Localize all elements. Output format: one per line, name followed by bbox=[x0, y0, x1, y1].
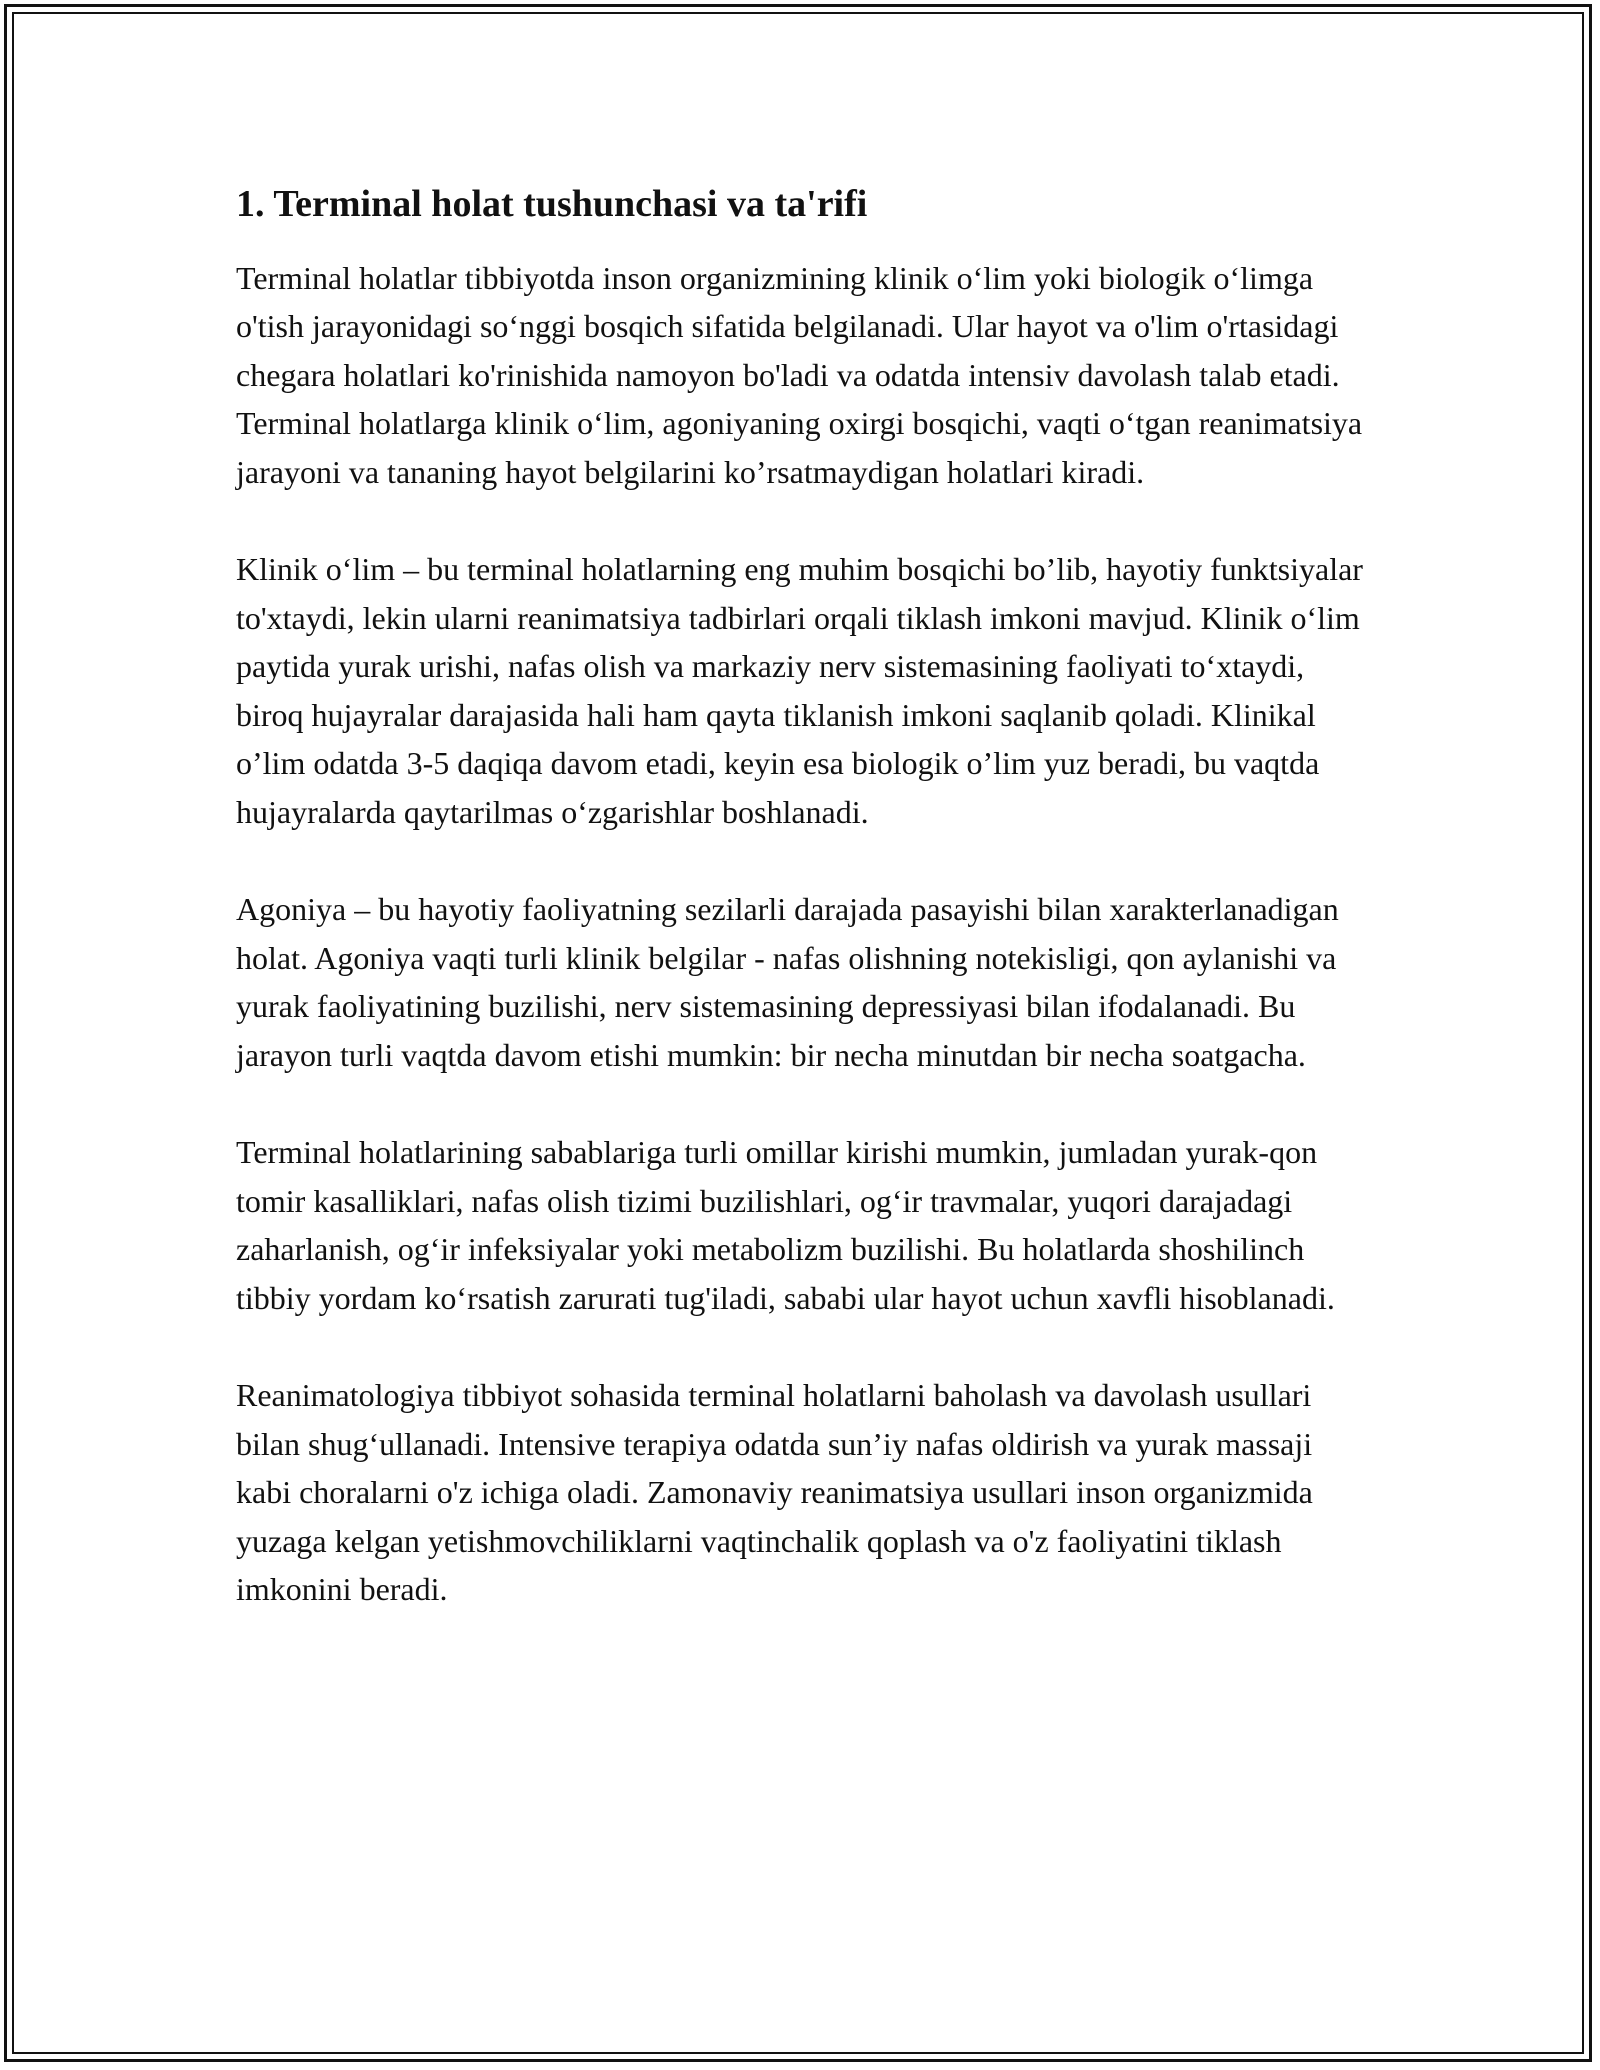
paragraph-causes: Terminal holatlarining sabablariga turli omillar kirishi mumkin, jumladan yurak-qon tomir kasalliklari, nafas olish tizimi buzilishlari, og‘ir travmalar, yuqori darajadagi zaharlanish, og‘ir infeksiyalar yoki metabolizm buzilishi. Bu holatlarda shoshilinch tibbiy yordam ko‘rsatish zarurati tug'iladi, sababi ular hayot uchun xavfli hisoblanadi. bbox=[236, 1134, 1335, 1316]
paragraph-terminal-states: Terminal holatlar tibbiyotda inson organizmining klinik o‘lim yoki biologik o‘limga o'tish jarayonidagi so‘nggi bosqich sifatida belgilanadi. Ular hayot va o'lim o'rtasidagi chegara holatlari ko'rinishida namoyon bo'ladi va odatda intensiv davolash talab etadi. Terminal holatlarga klinik o‘lim, agoniyaning oxirgi bosqichi, vaqti o‘tgan reanimatsiya jarayoni va tananing hayot belgilarini ko’rsatmaydigan holatlari kiradi. bbox=[236, 259, 1363, 490]
paragraph-clinical-death: Klinik o‘lim – bu terminal holatlarning eng muhim bosqichi bo’lib, hayotiy funktsiyalar to'xtaydi, lekin ularni reanimatsiya tadbirlari orqali tiklash imkoni mavjud. Klinik o‘lim paytida yurak urishi, nafas olish va markaziy nerv sistemasining faoliyati to‘xtaydi, biroq hujayralar darajasida hali ham qayta tiklanish imkoni saqlanib qoladi. Klinikal o’lim odatda 3-5 daqiqa davom etadi, keyin esa biologik o’lim yuz beradi, bu vaqtda hujayralarda qaytarilmas o‘zgarishlar boshlanadi. bbox=[236, 551, 1363, 830]
section-title: 1. Terminal holat tushunchasi va ta'rifi bbox=[236, 183, 868, 225]
paragraph-agony: Agoniya – bu hayotiy faoliyatning sezilarli darajada pasayishi bilan xarakterlanadigan holat. Agoniya vaqti turli klinik belgilar - nafas olishning notekisligi, qon aylanishi va yurak faoliyatining buzilishi, nerv sistemasining depressiyasi bilan ifodalanadi. Bu jarayon turli vaqtda davom etishi mumkin: bir necha minutdan bir necha soatgacha. bbox=[236, 891, 1339, 1073]
document-body bbox=[236, 182, 1366, 1663]
paragraph-reanimatology: Reanimatologiya tibbiyot sohasida terminal holatlarni baholash va davolash usullari bilan shug‘ullanadi. Intensive terapiya odatda sun’iy nafas oldirish va yurak massaji kabi choralarni o'z ichiga oladi. Zamonaviy reanimatsiya usullari inson organizmida yuzaga kelgan yetishmovchiliklarni vaqtinchalik qoplash va o'z faoliyatini tiklash imkonini beradi. bbox=[236, 1377, 1313, 1608]
